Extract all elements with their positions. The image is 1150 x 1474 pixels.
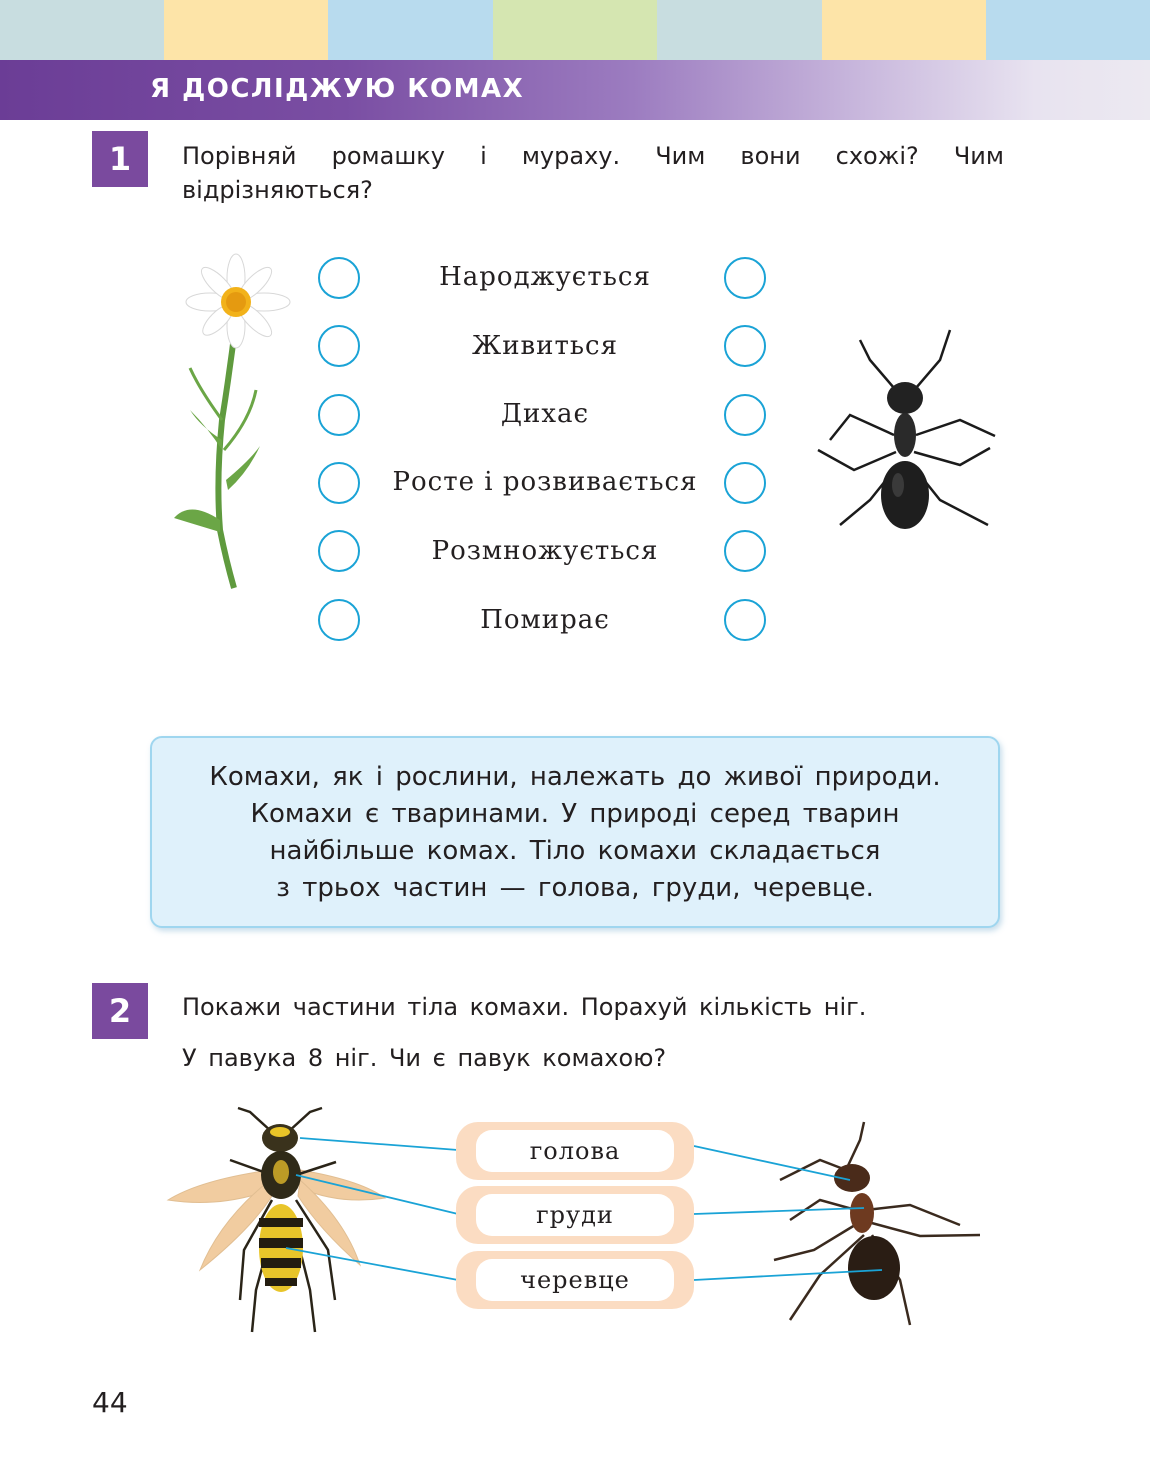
task-2-text-line1: Покажи частини тіла комахи. Порахуй кількість ніг. [182,993,867,1021]
task-2-text-line2: У павука 8 ніг. Чи є павук комахою? [182,1044,667,1072]
task-1-text: Порівняй ромашку і мураху. Чим вони схожі? Чим відрізняються? [182,142,1004,204]
page-number: 44 [92,1386,128,1419]
label-head: голова [476,1130,674,1172]
term-label: Розмножується [431,536,659,566]
term-label: Дихає [500,399,590,429]
info-text-line: Комахи, як і рослини, належать до живої природи. [209,762,941,792]
info-text-line: Комахи є тваринами. У природі серед тварин [250,799,900,829]
term-label: Живиться [471,331,618,361]
term-label: Помирає [480,605,610,635]
info-text-line: найбільше комах. Тіло комахи складається [269,836,881,866]
page-title: Я ДОСЛІДЖУЮ КОМАХ [150,74,525,104]
task-number-1: 1 [92,131,148,187]
label-abdomen: черевце [476,1259,674,1301]
info-text-line: з трьох частин — голова, груди, черевце. [276,873,874,903]
term-label: Росте і розвивається [392,467,698,497]
task-number-2: 2 [92,983,148,1039]
term-label: Народжується [439,262,651,292]
label-thorax: груди [476,1194,674,1236]
